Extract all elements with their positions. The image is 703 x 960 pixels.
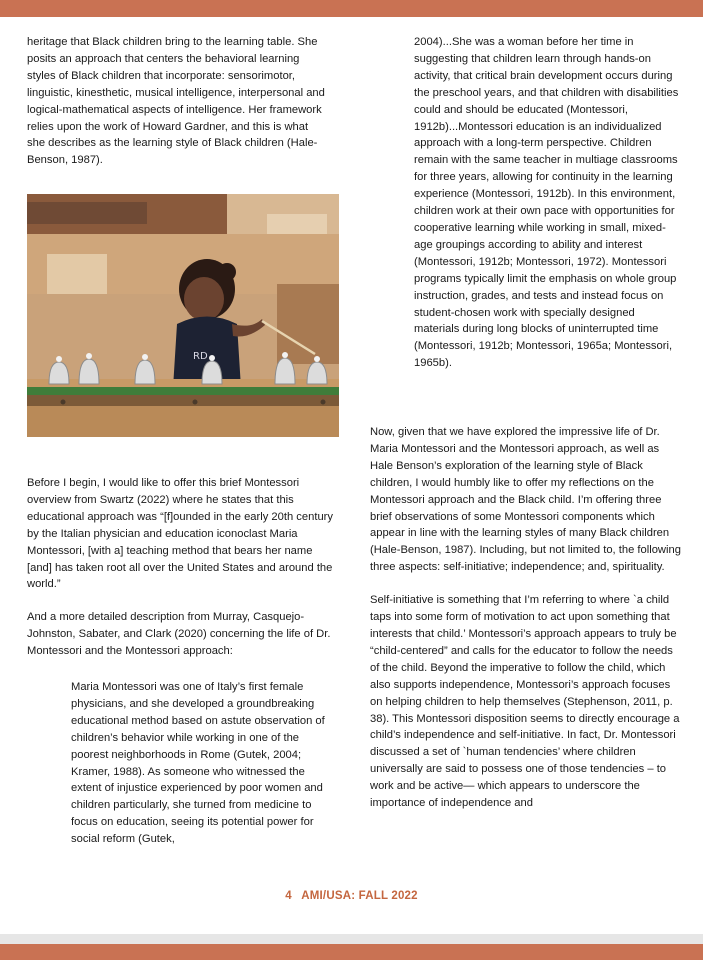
left-column-top <box>27 34 329 169</box>
bottom-page-edge <box>0 934 703 944</box>
block-quote-text: Maria Montessori was one of Italy’s first female physicians, and she developed a groundbreaking educational method based on astute observation of children’s behavior while working in one of the poorest neighborhoods in Rome (Gutek, 2004; Kramer, 1988). As someone who witnessed the extent of injustice experienced by poor women and children particularly, she turned from medicine to focus on education, seeing its potential power for social reform (Gutek, <box>71 681 325 846</box>
reflections-paragraph: Now, given that we have explored the impressive life of Dr. Maria Montessori and the Montessori approach, as well as Hale Benson’s exploration of the learning style of Black children, I would humbly like to offer my reflections on the Montessori approach and the Black child. I’m offering three brief observations of some Montessori components which appear in line with the learning styles of many Black children (Hale-Benson, 1987). Including, but not limited to, the following three aspects: self-initiative; independence; and, spirituality. <box>370 426 681 574</box>
swartz-overview-paragraph: Before I begin, I would like to offer this brief Montessori overview from Swartz (2022) where he states that this educational approach was “[f]ounded in the early 20th century by the Italian physician and education iconoclast Maria Montessori, [with a] teaching method that bears her name [and] has taken root all over the United States and around the world.” <box>27 477 333 591</box>
murray-intro-paragraph: And a more detailed description from Murray, Casquejo-Johnston, Sabater, and Clark (2020) concerning the life of Dr. Montessori and the Montessori approach: <box>27 611 331 658</box>
publication-name: AMI/USA: FALL 2022 <box>301 890 418 902</box>
svg-text:RD: RD <box>193 351 208 362</box>
page-number: 4 <box>285 890 292 902</box>
child-bells-photo <box>27 194 339 437</box>
left-column-middle <box>27 475 334 660</box>
page-footer <box>0 890 703 902</box>
right-column-body <box>370 424 682 812</box>
hale-benson-paragraph: heritage that Black children bring to the learning table. She posits an approach that centers the behavioral learning styles of Black children that incorporate: sensorimotor, linguistic, kinesthetic, musical intelligence, interpersonal and logical-mathematical aspects of intelligence. Her framework relies upon the work of Howard Gardner, and this is what she describes as the learning style of Black children (Hale-Benson, 1987). <box>27 36 325 167</box>
bottom-accent-bar <box>0 944 703 960</box>
quote-continuation-paragraph: 2004)...She was a woman before her time in suggesting that children learn through hands-on activity, that critical brain development occurs during the preschool years, and that children with disabilities could and should be educated (Montessori, 1912b)...Montessori education is an individualized approach with a long-term perspective. Children remain with the same teacher in multiage classrooms for three years, allowing for continuity in the learning experience (Montessori, 1912b). In this environment, children work at their own pace with opportunities for cooperative learning while working in small, mixed-age groupings according to ability and interest (Montessori, 1912b; Montessori, 1972). Montessori programs typically limit the emphasis on whole group instruction, grades, and tests and instead focus on student-chosen work with specially designed materials during long blocks of uninterrupted time (Montessori, 1912b; Montessori, 1965a; Montessori, 1965b). <box>414 36 679 370</box>
self-initiative-paragraph: Self-initiative is something that I’m referring to where `a child taps into some form of motivation to act upon something that interests that child.’ Montessori’s approach appears to truly be “child-centered” and calls for the educator to follow the needs of the child. Beyond the imperative to follow the child, which also supports independence, Montessori’s approach focuses on helping children to help themselves (Stephenson, 2011, p. 38). This Montessori disposition seems to directly encourage a child’s independence and self-initiative. In fact, Dr. Montessori discussed a set of `human tendencies’ where children universally are said to possess one of those tendencies – to work and be active— which appears to underscore the importance of independence and <box>370 594 680 810</box>
block-quote <box>71 679 334 848</box>
top-accent-bar <box>0 0 703 17</box>
right-column-top-quote-continuation <box>414 34 682 372</box>
